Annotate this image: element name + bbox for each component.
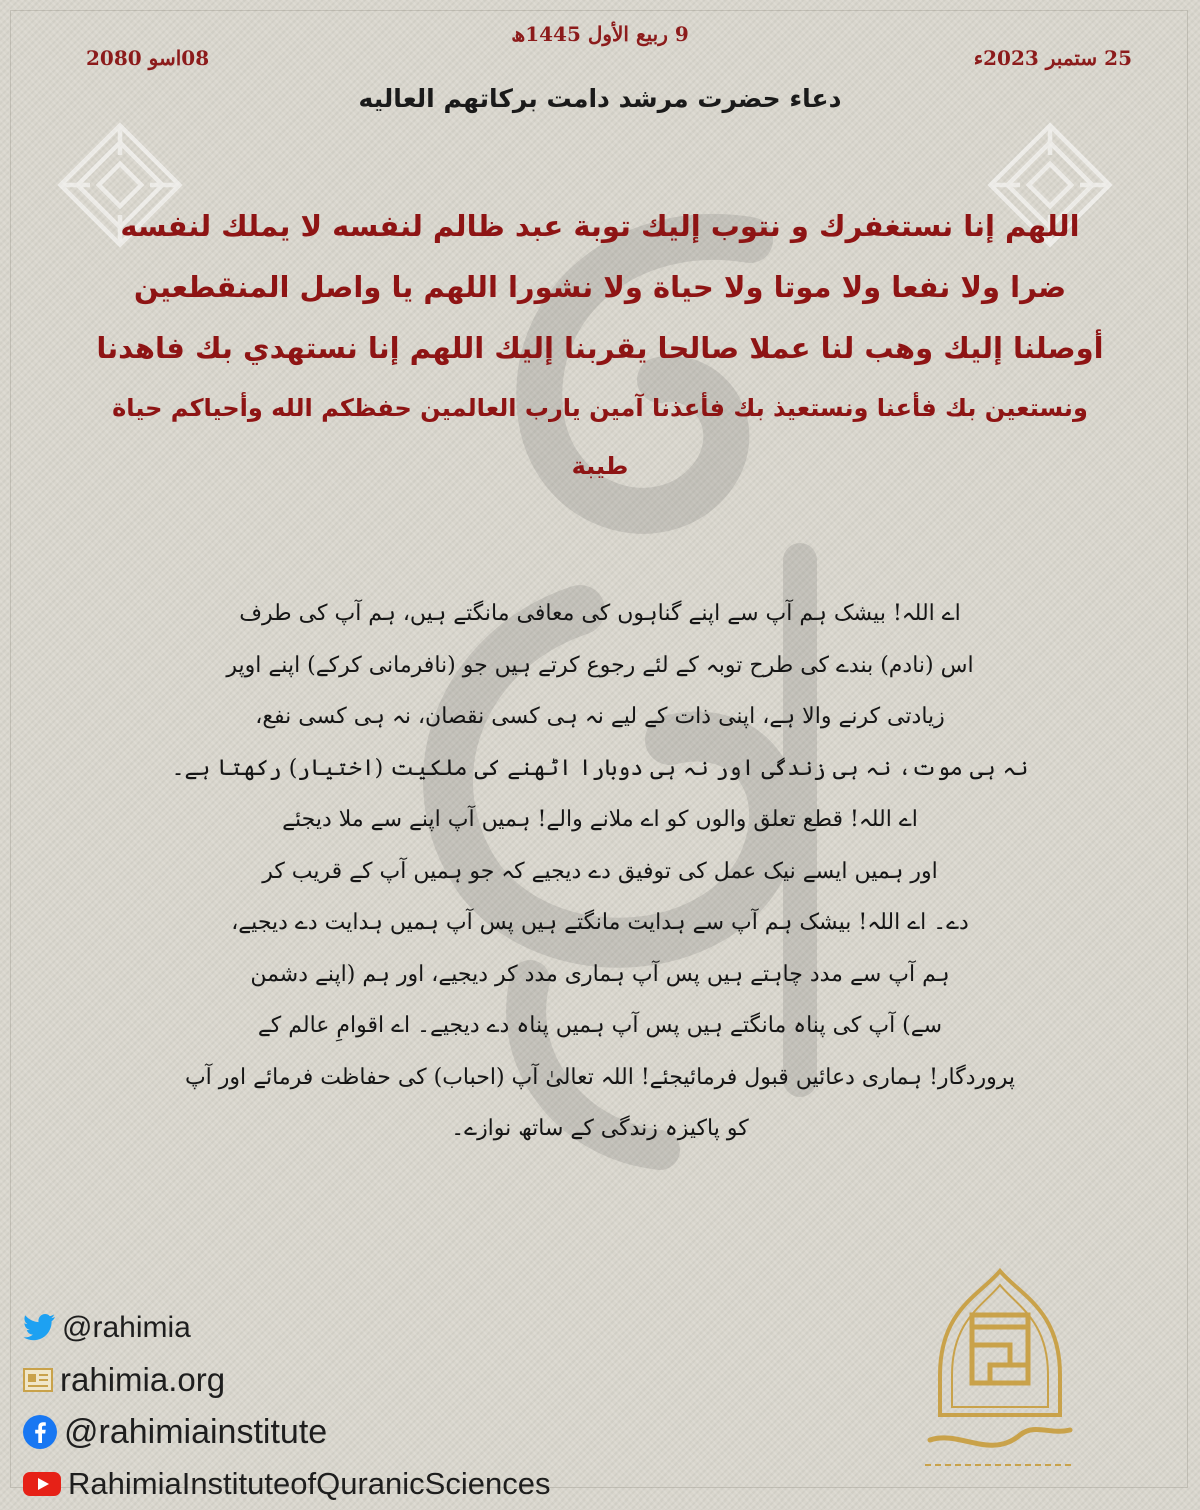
- twitter-link[interactable]: [22, 1302, 550, 1354]
- urdu-translation-line: سے) آپ کی پناہ مانگتے ہیں پس آپ ہمیں پناہ دے دیجیے۔ اے اقوامِ عالم کے: [257, 1013, 943, 1038]
- arabic-dua-line: اللهم إنا نستغفرك و نتوب إليك توبة عبد ظالم لنفسه لا يملك لنفسه: [120, 209, 1080, 243]
- arabic-dua-line: أوصلنا إليك وهب لنا عملا صالحا يقربنا إليك اللهم إنا نستهدي بك فاهدنا: [96, 331, 1104, 365]
- youtube-channel: RahimiaInstituteofQuranicSciences: [68, 1466, 551, 1501]
- facebook-icon: [22, 1414, 58, 1450]
- urdu-translation: [140, 588, 1060, 1155]
- urdu-translation-line: پروردگار! ہماری دعائیں قبول فرمائیجئے! اللہ تعالیٰ آپ (احباب) کی حفاظت فرمائے اور آپ: [184, 1064, 1016, 1090]
- rahimia-logo: [900, 1265, 1100, 1485]
- urdu-translation-line: اور ہمیں ایسے نیک عمل کی توفیق دے دیجیے کہ جو ہمیں آپ کے قریب کر: [262, 858, 938, 884]
- arabic-dua-line: ضرا ولا نفعا ولا موتا ولا حياة ولا نشورا اللهم يا واصل المنقطعين: [133, 270, 1067, 304]
- arabic-dua-line: طيبة: [571, 452, 629, 480]
- youtube-icon: [22, 1470, 62, 1498]
- date-gregorian: 25 ستمبر 2023ء: [973, 46, 1132, 70]
- twitter-bird-icon: [22, 1313, 56, 1343]
- social-links: [22, 1302, 550, 1510]
- urdu-translation-line: اے اللہ! قطع تعلق والوں کو اے ملانے والے! ہمیں آپ اپنے سے ملا دیجئے: [282, 807, 918, 832]
- facebook-link[interactable]: [22, 1406, 550, 1458]
- website-url: rahimia.org: [60, 1361, 226, 1398]
- urdu-translation-line: زیادتی کرنے والا ہے، اپنی ذات کے لیے نہ ہی کسی نقصان، نہ ہی کسی نفع،: [255, 704, 945, 729]
- urdu-translation-line: اس (نادم) بندے کی طرح توبہ کے لئے رجوع کرتے ہیں جو (نافرمانی کرکے) اپنے اوپر: [226, 652, 974, 678]
- urdu-translation-line: دے۔ اے اللہ! بیشک ہم آپ سے ہدایت مانگتے ہیں پس آپ ہمیں ہدایت دے دیجیے،: [231, 910, 969, 935]
- date-bikrami: 08اسو 2080: [86, 46, 210, 70]
- urdu-translation-line: کو پاکیزہ زندگی کے ساتھ نوازے۔: [451, 1116, 749, 1141]
- arabic-dua: [90, 196, 1110, 495]
- arabic-dua-line: ونستعين بك فأعنا ونستعيذ بك فأعذنا آمين يارب العالمين حفظكم الله وأحياكم حياة: [112, 394, 1088, 422]
- urdu-translation-line: نہ ہی موت، نہ ہی زندگی اور نہ ہی دوبارا اٹھنے کی ملکیت (اختیار) رکھتا ہے۔: [171, 755, 1029, 781]
- twitter-handle: @rahimia: [62, 1311, 191, 1344]
- urdu-translation-line: اے اللہ! بیشک ہم آپ سے اپنے گناہوں کی معافی مانگتے ہیں، ہم آپ کی طرف: [239, 601, 961, 626]
- youtube-link[interactable]: [22, 1458, 550, 1510]
- date-hijri: 9 ربیع الأول 1445ھ: [511, 22, 689, 46]
- website-icon: [22, 1366, 54, 1394]
- facebook-handle: @rahimiainstitute: [64, 1412, 328, 1451]
- website-link[interactable]: [22, 1354, 550, 1406]
- page-title: دعاء حضرت مرشد دامت برکاتھم العالیه: [358, 84, 842, 113]
- urdu-translation-line: ہم آپ سے مدد چاہتے ہیں پس آپ ہماری مدد کر دیجیے، اور ہم (اپنے دشمن: [250, 961, 950, 987]
